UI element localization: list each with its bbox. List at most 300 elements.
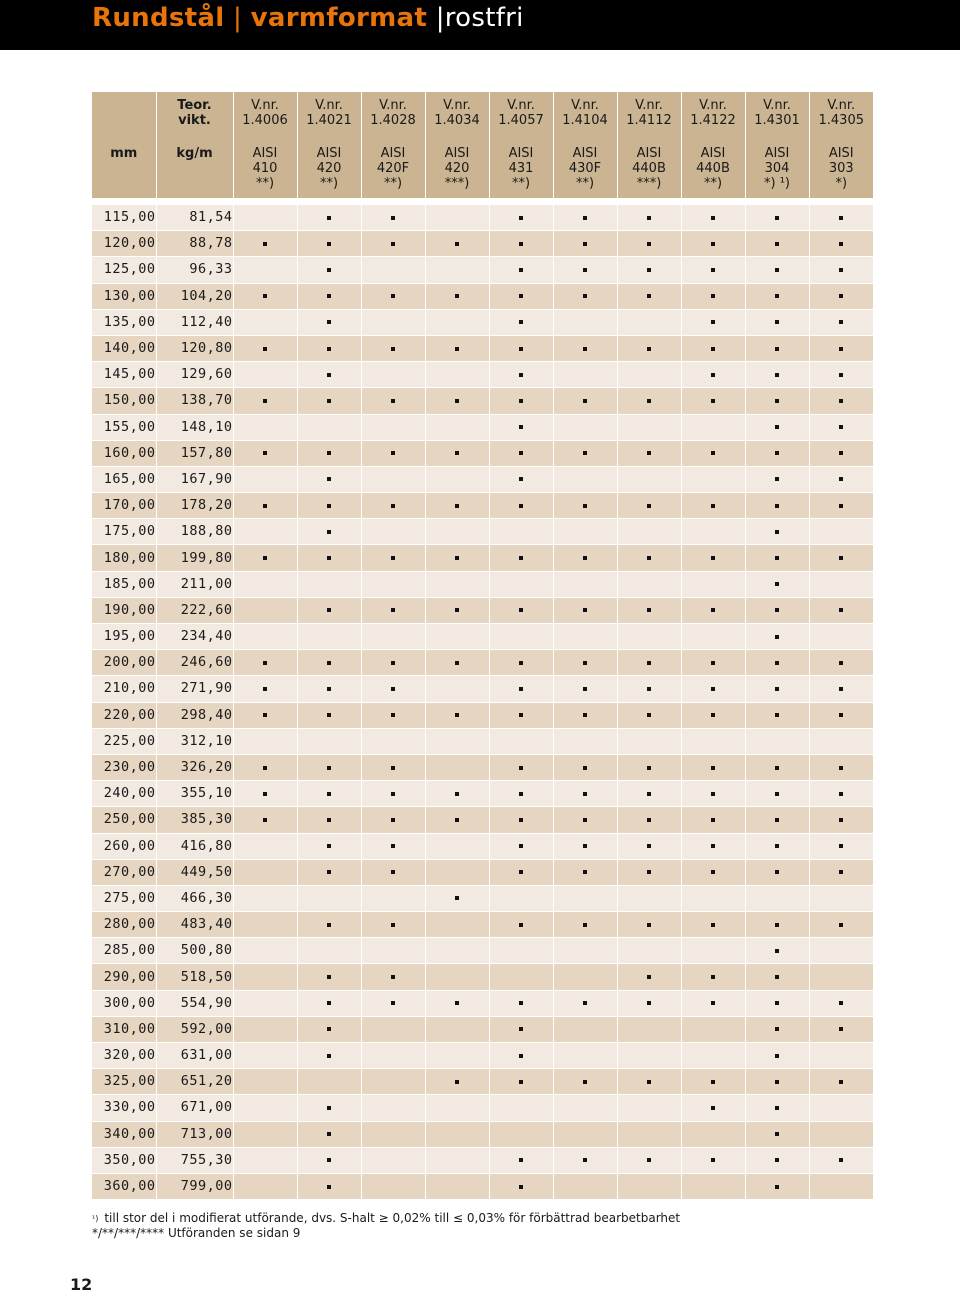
availability-mark [775,582,779,586]
header-aisi [617,144,681,198]
cell-diameter: 185,00 [92,571,156,597]
table-row [92,964,873,990]
cell-weight: 799,00 [156,1173,233,1199]
availability-mark [391,713,395,717]
cell-availability [617,1121,681,1147]
cell-weight: 592,00 [156,1016,233,1042]
cell-availability [809,990,873,1016]
cell-availability [297,1121,361,1147]
cell-availability [425,388,489,414]
availability-mark [647,608,651,612]
cell-availability [361,1069,425,1095]
availability-mark [391,844,395,848]
cell-availability [233,1147,297,1173]
cell-availability [425,624,489,650]
cell-availability [425,414,489,440]
cell-weight: 518,50 [156,964,233,990]
cell-availability [809,938,873,964]
cell-diameter: 320,00 [92,1043,156,1069]
cell-diameter: 140,00 [92,335,156,361]
cell-availability [233,1069,297,1095]
availability-mark [711,870,715,874]
cell-availability [297,964,361,990]
availability-mark [647,661,651,665]
availability-mark [711,347,715,351]
cell-availability [617,440,681,466]
availability-mark [711,844,715,848]
cell-availability [617,362,681,388]
availability-mark [711,268,715,272]
availability-mark [647,556,651,560]
cell-availability [297,912,361,938]
cell-diameter: 225,00 [92,728,156,754]
table-row [92,519,873,545]
table-row [92,754,873,780]
availability-mark [647,1001,651,1005]
cell-diameter: 145,00 [92,362,156,388]
cell-availability [425,257,489,283]
cell-availability [809,231,873,257]
availability-mark [839,661,843,665]
cell-availability [361,964,425,990]
availability-mark [263,294,267,298]
table-row [92,885,873,911]
cell-availability [233,309,297,335]
cell-availability [233,1095,297,1121]
header-vnr [361,92,425,144]
footnote-1-text: till stor del i modifierat utförande, dvs. S-halt ≥ 0,02% till ≤ 0,03% för förbättrad bearbetbarhet [104,1211,681,1225]
cell-availability [489,702,553,728]
availability-mark [391,687,395,691]
cell-availability [489,414,553,440]
availability-mark [263,818,267,822]
availability-mark [519,504,523,508]
availability-mark [775,373,779,377]
availability-mark [263,399,267,403]
availability-mark [711,766,715,770]
cell-availability [681,990,745,1016]
availability-mark [455,451,459,455]
cell-availability [681,545,745,571]
availability-mark [839,347,843,351]
availability-mark [839,425,843,429]
cell-availability [809,1147,873,1173]
cell-availability [361,309,425,335]
availability-mark [647,792,651,796]
availability-mark [327,294,331,298]
header-note: *) [835,176,848,191]
availability-mark [327,661,331,665]
cell-availability [681,938,745,964]
cell-weight: 312,10 [156,728,233,754]
availability-mark [775,608,779,612]
availability-mark [391,504,395,508]
availability-mark [519,399,523,403]
cell-availability [681,335,745,361]
cell-diameter: 275,00 [92,885,156,911]
cell-availability [553,676,617,702]
cell-availability [297,571,361,597]
cell-weight: 246,60 [156,650,233,676]
availability-mark [775,1185,779,1189]
availability-mark [839,1001,843,1005]
cell-availability [361,938,425,964]
availability-mark [519,373,523,377]
cell-availability [361,833,425,859]
cell-availability [425,1069,489,1095]
availability-mark [327,923,331,927]
cell-availability [297,624,361,650]
cell-availability [553,309,617,335]
table-row [92,676,873,702]
cell-availability [489,1069,553,1095]
cell-availability [361,362,425,388]
availability-mark [263,242,267,246]
table-row [92,571,873,597]
cell-availability [297,466,361,492]
availability-mark [327,1106,331,1110]
footnote-2: */**/***/**** Utföranden se sidan 9 [92,1226,301,1240]
availability-mark [647,713,651,717]
cell-availability [745,938,809,964]
cell-availability [681,388,745,414]
cell-availability [745,676,809,702]
cell-availability [553,231,617,257]
availability-mark [647,1080,651,1084]
cell-availability [617,1095,681,1121]
cell-availability [681,309,745,335]
cell-availability [681,859,745,885]
table-row [92,1043,873,1069]
header-teor-line2: vikt. [178,113,211,128]
cell-weight: 326,20 [156,754,233,780]
cell-availability [809,414,873,440]
availability-mark [519,766,523,770]
availability-mark [775,556,779,560]
availability-mark [583,713,587,717]
cell-availability [681,754,745,780]
cell-availability [617,1173,681,1199]
cell-weight: 88,78 [156,231,233,257]
cell-availability [617,859,681,885]
cell-availability [489,885,553,911]
cell-availability [553,1016,617,1042]
header-aisi-grade: 420 [444,161,470,176]
title-separator: | [435,3,445,33]
header-vnr [425,92,489,144]
header-note: **) [383,176,403,191]
availability-mark [647,504,651,508]
availability-mark [327,713,331,717]
availability-mark [327,792,331,796]
availability-mark [775,1027,779,1031]
cell-weight: 755,30 [156,1147,233,1173]
cell-availability [681,964,745,990]
cell-diameter: 150,00 [92,388,156,414]
cell-availability [681,781,745,807]
header-vnr-number: 1.4057 [498,113,544,128]
availability-mark [391,792,395,796]
availability-mark [583,216,587,220]
availability-mark [711,556,715,560]
cell-availability [425,362,489,388]
cell-weight: 188,80 [156,519,233,545]
availability-mark [455,713,459,717]
cell-diameter: 230,00 [92,754,156,780]
cell-availability [297,545,361,571]
cell-diameter: 165,00 [92,466,156,492]
table-row [92,1121,873,1147]
footnotes [92,1211,680,1241]
cell-availability [809,728,873,754]
cell-diameter: 350,00 [92,1147,156,1173]
availability-mark [327,268,331,272]
availability-mark [455,242,459,246]
cell-weight: 167,90 [156,466,233,492]
cell-availability [297,938,361,964]
cell-availability [425,1095,489,1121]
cell-availability [425,833,489,859]
availability-mark [839,268,843,272]
cell-availability [745,493,809,519]
cell-availability [297,885,361,911]
availability-mark [583,556,587,560]
cell-availability [425,859,489,885]
cell-availability [489,440,553,466]
availability-mark [327,477,331,481]
cell-availability [489,257,553,283]
availability-mark [775,530,779,534]
cell-availability [809,257,873,283]
table-row [92,205,873,231]
cell-availability [489,309,553,335]
header-vnr [553,92,617,144]
table-row [92,466,873,492]
cell-availability [745,754,809,780]
cell-availability [425,466,489,492]
cell-diameter: 195,00 [92,624,156,650]
availability-mark [519,661,523,665]
header-aisi [745,144,809,198]
header-blank [92,92,156,144]
cell-availability [361,859,425,885]
cell-availability [553,912,617,938]
cell-weight: 81,54 [156,205,233,231]
cell-availability [745,440,809,466]
cell-availability [745,309,809,335]
availability-mark [775,477,779,481]
availability-mark [839,844,843,848]
table-row [92,990,873,1016]
availability-mark [263,713,267,717]
cell-availability [361,650,425,676]
availability-mark [839,792,843,796]
cell-availability [617,519,681,545]
cell-availability [489,1016,553,1042]
cell-availability [681,1173,745,1199]
cell-weight: 449,50 [156,859,233,885]
cell-availability [809,807,873,833]
cell-availability [681,728,745,754]
cell-availability [681,885,745,911]
header-vnr-label: V.nr. [379,98,407,113]
cell-availability [553,1069,617,1095]
availability-mark [391,975,395,979]
cell-availability [233,912,297,938]
cell-availability [809,1121,873,1147]
cell-diameter: 130,00 [92,283,156,309]
cell-availability [489,833,553,859]
cell-diameter: 200,00 [92,650,156,676]
cell-availability [553,257,617,283]
cell-availability [745,781,809,807]
cell-availability [553,362,617,388]
cell-availability [553,1043,617,1069]
cell-availability [553,833,617,859]
cell-availability [489,650,553,676]
header-vnr-label: V.nr. [251,98,279,113]
header-note: ***) [444,176,470,191]
cell-availability [425,807,489,833]
cell-availability [745,807,809,833]
header-teor-line1: Teor. [177,98,212,113]
cell-availability [233,885,297,911]
cell-availability [617,466,681,492]
availability-mark [455,504,459,508]
cell-availability [745,283,809,309]
availability-mark [455,1080,459,1084]
table-row [92,440,873,466]
cell-availability [617,1043,681,1069]
cell-availability [297,1095,361,1121]
availability-mark [519,1080,523,1084]
cell-weight: 199,80 [156,545,233,571]
availability-mark [327,216,331,220]
header-aisi [681,144,745,198]
cell-availability [425,205,489,231]
cell-availability [489,964,553,990]
availability-mark [583,1158,587,1162]
table-row [92,912,873,938]
cell-availability [297,990,361,1016]
availability-mark [647,844,651,848]
availability-mark [583,1080,587,1084]
availability-mark [519,713,523,717]
availability-mark [647,451,651,455]
cell-availability [361,1173,425,1199]
title-separator: | [233,3,243,33]
header-aisi-label: AISI [572,146,598,161]
cell-availability [425,1043,489,1069]
availability-mark [583,347,587,351]
header-vnr-number: 1.4006 [242,113,288,128]
header-vnr-number: 1.4301 [754,113,800,128]
cell-availability [361,205,425,231]
header-note: **) [319,176,339,191]
cell-availability [745,990,809,1016]
cell-availability [233,440,297,466]
cell-availability [361,754,425,780]
cell-availability [489,388,553,414]
cell-availability [553,1147,617,1173]
availability-mark [327,242,331,246]
cell-availability [553,519,617,545]
cell-availability [809,335,873,361]
cell-availability [681,414,745,440]
cell-availability [617,1016,681,1042]
cell-availability [681,362,745,388]
cell-availability [425,1121,489,1147]
header-vnr-label: V.nr. [699,98,727,113]
cell-availability [297,205,361,231]
availability-mark [839,556,843,560]
cell-availability [617,781,681,807]
cell-availability [745,833,809,859]
cell-availability [489,466,553,492]
cell-availability [233,466,297,492]
cell-availability [809,1043,873,1069]
availability-mark [839,242,843,246]
availability-mark [775,975,779,979]
cell-availability [553,859,617,885]
cell-diameter: 340,00 [92,1121,156,1147]
cell-diameter: 300,00 [92,990,156,1016]
cell-diameter: 250,00 [92,807,156,833]
cell-availability [489,1043,553,1069]
cell-weight: 271,90 [156,676,233,702]
availability-mark [839,923,843,927]
availability-mark [839,766,843,770]
cell-availability [361,1121,425,1147]
cell-availability [745,964,809,990]
availability-mark [519,320,523,324]
availability-mark [263,661,267,665]
availability-mark [455,608,459,612]
availability-mark [583,268,587,272]
cell-weight: 148,10 [156,414,233,440]
availability-mark [839,1080,843,1084]
cell-availability [553,571,617,597]
availability-mark [455,1001,459,1005]
cell-availability [553,597,617,623]
cell-availability [233,781,297,807]
cell-availability [361,597,425,623]
availability-mark [839,320,843,324]
cell-availability [489,519,553,545]
cell-availability [809,545,873,571]
availability-mark [263,687,267,691]
cell-availability [361,283,425,309]
cell-diameter: 115,00 [92,205,156,231]
cell-availability [297,362,361,388]
cell-availability [681,257,745,283]
availability-mark [839,608,843,612]
header-note: ***) [636,176,662,191]
cell-availability [553,414,617,440]
availability-mark [327,766,331,770]
cell-weight: 671,00 [156,1095,233,1121]
cell-availability [617,309,681,335]
cell-availability [297,781,361,807]
availability-mark [455,792,459,796]
cell-weight: 104,20 [156,283,233,309]
cell-availability [553,885,617,911]
availability-mark [583,1001,587,1005]
header-vnr [489,92,553,144]
cell-availability [809,388,873,414]
cell-availability [425,728,489,754]
header-vnr-number: 1.4122 [690,113,736,128]
